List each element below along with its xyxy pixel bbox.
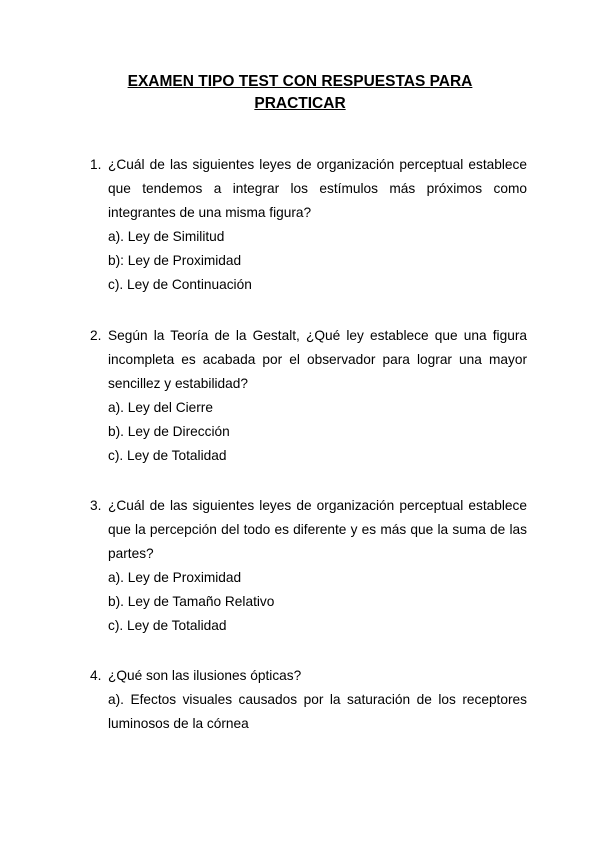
question-number: 2. <box>90 328 102 343</box>
question-2 <box>90 324 527 468</box>
option-a: a). Efectos visuales causados por la saturación de los receptores luminosos de la córnea <box>108 692 527 731</box>
option-c: c). Ley de Totalidad <box>108 618 227 633</box>
title-line-2: PRACTICAR <box>254 95 346 112</box>
question-3 <box>90 494 527 638</box>
title-line-1: EXAMEN TIPO TEST CON RESPUESTAS PARA <box>127 73 473 90</box>
question-text: ¿Qué son las ilusiones ópticas? <box>108 668 302 683</box>
option-list <box>108 225 527 297</box>
option-list <box>108 566 527 638</box>
option-b: b): Ley de Proximidad <box>108 253 242 268</box>
option-b: b). Ley de Dirección <box>108 424 230 439</box>
question-number: 3. <box>90 498 102 513</box>
question-number: 1. <box>90 157 102 172</box>
question-text: Según la Teoría de la Gestalt, ¿Qué ley establece que una figura incompleta es acabada por el observador para lograr una mayor sencillez y estabilidad? <box>108 328 527 391</box>
option-list <box>108 688 527 736</box>
option-a: a). Ley del Cierre <box>108 400 213 415</box>
question-text: ¿Cuál de las siguientes leyes de organización perceptual establece que tendemos a integrar los estímulos más próximos como integrantes de una misma figura? <box>108 157 527 220</box>
question-text: ¿Cuál de las siguientes leyes de organización perceptual establece que la percepción del todo es diferente y es más que la suma de las partes? <box>108 498 527 561</box>
option-c: c). Ley de Totalidad <box>108 448 227 463</box>
option-a: a). Ley de Similitud <box>108 229 225 244</box>
question-4 <box>90 664 527 736</box>
question-1 <box>90 153 527 297</box>
document-title <box>60 71 540 115</box>
question-number: 4. <box>90 668 102 683</box>
option-list <box>108 396 527 468</box>
option-b: b). Ley de Tamaño Relativo <box>108 594 275 609</box>
option-a: a). Ley de Proximidad <box>108 570 242 585</box>
option-c: c). Ley de Continuación <box>108 277 252 292</box>
